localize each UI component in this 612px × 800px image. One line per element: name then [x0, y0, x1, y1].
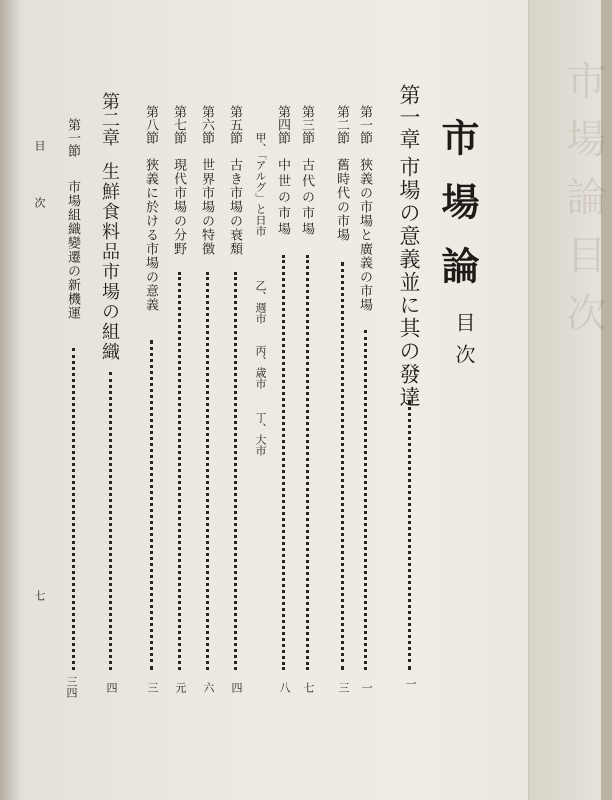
subitem-b: 乙、週市 [254, 280, 267, 324]
chapter1-leader [408, 400, 411, 670]
section5-leader [234, 272, 237, 670]
section3-page: 七 [302, 682, 315, 693]
section8-page: 三 [146, 682, 159, 693]
section1-label: 第一節 [357, 105, 372, 144]
chapter2-label: 第二章 [99, 92, 120, 146]
section5-page: 四 [230, 682, 243, 693]
chapter1-label: 第一章 [397, 84, 421, 150]
section2-leader [341, 262, 344, 670]
section4-label: 第四節 [275, 105, 290, 144]
section8-title: 狹義に於ける市場の意義 [143, 158, 158, 312]
section6-label: 第六節 [199, 105, 214, 144]
subitem-d: 丁、大市 [254, 412, 267, 456]
toc-label: 目次 [452, 312, 476, 376]
chapter2-section1-leader [72, 348, 75, 670]
book-title: 市場論 [435, 118, 480, 310]
section1-page: 一 [360, 682, 373, 693]
chapter2-section1-label: 第一節 [65, 118, 80, 157]
chapter2-section1-page: 三四 [65, 676, 78, 698]
section1-title: 狹義の市場と廣義の市場 [357, 158, 372, 312]
section1-leader [364, 330, 367, 670]
section2-label: 第二節 [334, 105, 349, 144]
chapter2-section1-title: 市場組織變遷の新機運 [65, 180, 80, 320]
side-header-char2: 次 [33, 197, 46, 208]
section8-leader [150, 340, 153, 670]
section3-leader [306, 255, 309, 670]
section7-leader [178, 272, 181, 670]
section3-title: 古代の市場 [299, 158, 314, 238]
section5-label: 第五節 [227, 105, 242, 144]
section7-label: 第七節 [171, 105, 186, 144]
section4-page: 八 [278, 682, 291, 693]
chapter2-page: 四 [105, 682, 118, 693]
chapter1-title: 市場の意義並に其の發達 [397, 156, 421, 409]
section6-page: 六 [202, 682, 215, 693]
folio-page-number: 七 [33, 590, 46, 601]
section5-title: 古き市場の衰頽 [227, 158, 242, 256]
section3-label: 第三節 [299, 105, 314, 144]
section8-label: 第八節 [143, 105, 158, 144]
chapter1-page: 一 [404, 678, 417, 689]
section7-page: 元 [174, 682, 187, 693]
section4-leader [282, 255, 285, 670]
side-header-char1: 目 [33, 140, 46, 151]
section7-title: 現代市場の分野 [171, 158, 186, 256]
spine-shadow [0, 0, 22, 800]
subitem-c: 丙、歳市 [254, 345, 267, 389]
section6-title: 世界市場の特徴 [199, 158, 214, 256]
bleed-through-text: 市場論目次 [560, 60, 606, 350]
section4-title: 中世の市場 [275, 158, 290, 238]
section6-leader [206, 272, 209, 670]
section2-page: 三 [337, 682, 350, 693]
subitem-a: 甲、「アルグ」と日市 [254, 132, 267, 237]
chapter2-leader [109, 372, 112, 670]
chapter2-title: 生鮮食料品市場の組織 [99, 162, 120, 362]
section2-title: 舊時代の市場 [334, 158, 349, 242]
